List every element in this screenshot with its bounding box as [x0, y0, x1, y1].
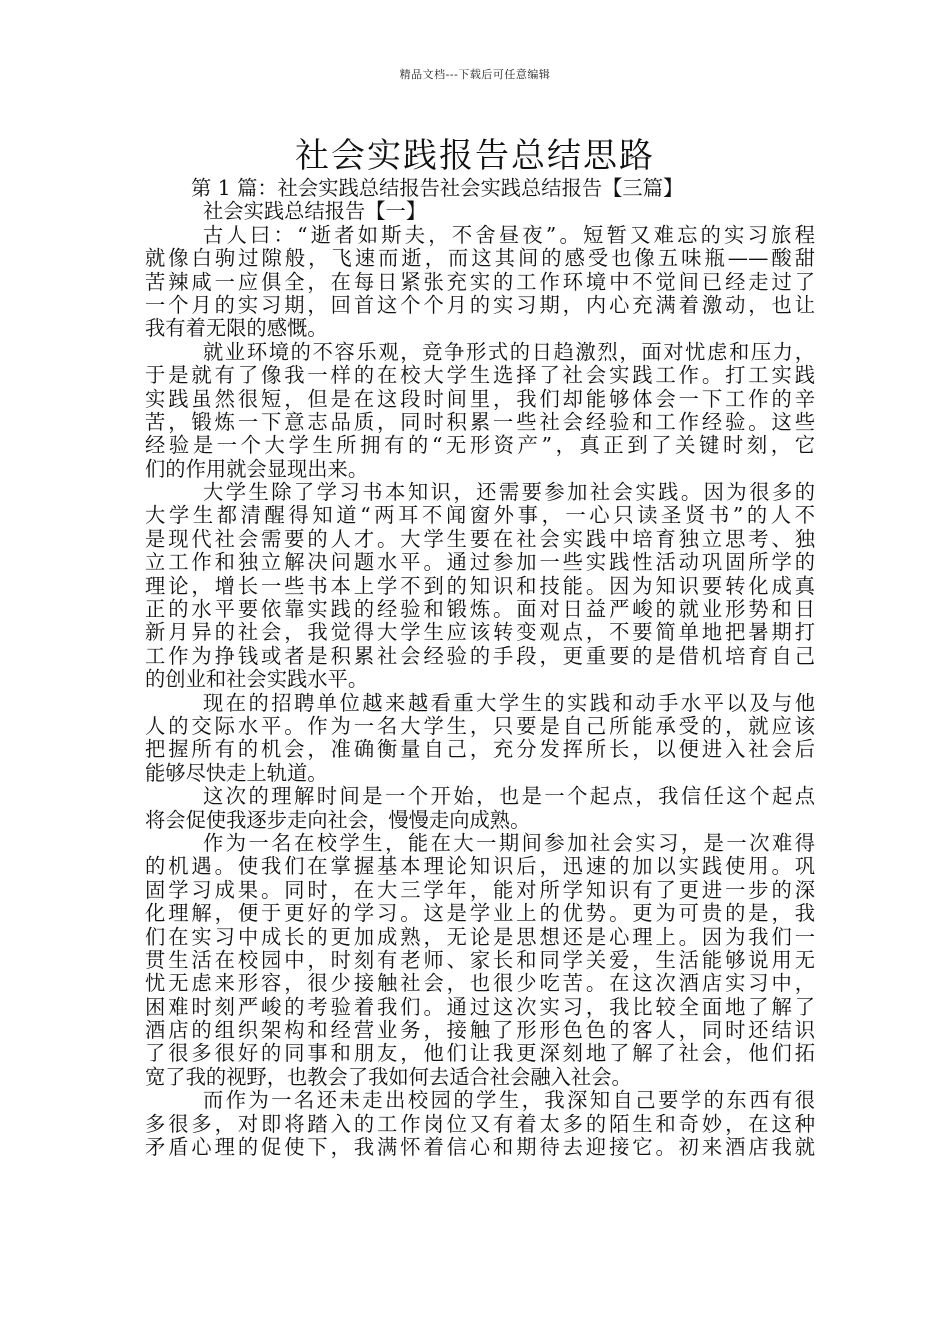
text-line: 古人曰：“逝者如斯夫，不舍昼夜”。短暂又难忘的实习旅程 — [203, 223, 815, 247]
text-line: 经验是一个大学生所拥有的“无形资产”，真正到了关键时刻，它 — [145, 434, 815, 458]
text-line: 我有着无限的感慨。 — [145, 317, 328, 341]
text-line: 这次的理解时间是一个开始，也是一个起点，我信任这个起点 — [203, 785, 815, 809]
text-line: 矛盾心理的促使下，我满怀着信心和期待去迎接它。初来酒店我就 — [145, 1136, 815, 1160]
text-line: 多很多，对即将踏入的工作岗位又有着太多的陌生和奇妙，在这种 — [145, 1112, 815, 1136]
text-line: 作为一名在校学生，能在大一期间参加社会实习，是一次难得 — [203, 831, 815, 855]
text-line: 实践虽然很短，但是在这段时间里，我们却能够体会一下工作的辛 — [145, 387, 815, 411]
text-line: 固学习成果。同时，在大三学年，能对所学知识有了更进一步的深 — [145, 878, 815, 902]
text-line: 将会促使我逐步走向社会，慢慢走向成熟。 — [145, 808, 531, 832]
text-line: 化理解，便于更好的学习。这是学业上的优势。更为可贵的是，我 — [145, 902, 815, 926]
text-line: 的机遇。使我们在掌握基本理论知识后，迅速的加以实践使用。巩 — [145, 855, 815, 879]
text-line: 就业环境的不容乐观，竞争形式的日趋激烈，面对忧虑和压力， — [203, 340, 815, 364]
text-line: 把握所有的机会，准确衡量自己，充分发挥所长，以便进入社会后 — [145, 738, 815, 762]
text-line: 苦辣咸一应俱全，在每日紧张充实的工作环境中不觉间已经走过了 — [145, 270, 815, 294]
text-line: 现在的招聘单位越来越看重大学生的实践和动手水平以及与他 — [203, 691, 815, 715]
text-line: 是现代社会需要的人才。大学生要在社会实践中培育独立思考、独 — [145, 527, 815, 551]
text-line: 们在实习中成长的更加成熟，无论是思想还是心理上。因为我们一 — [145, 925, 815, 949]
text-line: 就像白驹过隙般，飞速而逝，而这其间的感受也像五味瓶——酸甜 — [145, 247, 815, 271]
document-body — [145, 177, 815, 1159]
text-line: 工作为挣钱或者是积累社会经验的手段，更重要的是借机培育自己 — [145, 644, 815, 668]
text-line: 了很多很好的同事和朋友，他们让我更深刻地了解了社会，他们拓 — [145, 1042, 815, 1066]
text-line: 能够尽快走上轨道。 — [145, 761, 328, 785]
text-line: 一个月的实习期，回首这个个月的实习期，内心充满着激动，也让 — [145, 293, 815, 317]
text-line: 新月异的社会，我觉得大学生应该转变观点，不要简单地把暑期打 — [145, 621, 815, 645]
header-note: 精品文档---下载后可任意编辑 — [399, 68, 551, 81]
text-line: 理论，增长一些书本上学不到的知识和技能。因为知识要转化成真 — [145, 574, 815, 598]
text-line: 贯生活在校园中，时刻有老师、家长和同学关爱，生活能够说用无 — [145, 948, 815, 972]
text-line: 宽了我的视野，也教会了我如何去适合社会融入社会。 — [145, 1065, 632, 1089]
text-line: 于是就有了像我一样的在校大学生选择了社会实践工作。打工实践 — [145, 364, 815, 388]
text-line: 酒店的组织架构和经营业务，接触了形形色色的客人，同时还结识 — [145, 1019, 815, 1043]
text-line: 困难时刻严峻的考验着我们。通过这次实习，我比较全面地了解了 — [145, 995, 815, 1019]
text-line: 的创业和社会实践水平。 — [145, 668, 369, 692]
text-line: 人的交际水平。作为一名大学生，只要是自己所能承受的，就应该 — [145, 714, 815, 738]
text-line: 们的作用就会显现出来。 — [145, 457, 369, 481]
text-line: 第 1 篇：社会实践总结报告社会实践总结报告【三篇】 — [191, 177, 684, 200]
text-line: 忧无虑来形容，很少接触社会，也很少吃苦。在这次酒店实习中， — [145, 972, 815, 996]
text-line: 大学生除了学习书本知识，还需要参加社会实践。因为很多的 — [203, 481, 815, 505]
document-title: 社会实践报告总结思路 — [295, 136, 655, 176]
text-line: 正的水平要依靠实践的经验和锻炼。面对日益严峻的就业形势和日 — [145, 598, 815, 622]
text-line: 社会实践总结报告【一】 — [203, 200, 427, 224]
text-line: 而作为一名还未走出校园的学生，我深知自己要学的东西有很 — [203, 1089, 815, 1113]
text-line: 立工作和独立解决问题水平。通过参加一些实践性活动巩固所学的 — [145, 551, 815, 575]
text-line: 苦，锻炼一下意志品质，同时积累一些社会经验和工作经验。这些 — [145, 410, 815, 434]
text-line: 大学生都清醒得知道“两耳不闻窗外事，一心只读圣贤书”的人不 — [145, 504, 815, 528]
